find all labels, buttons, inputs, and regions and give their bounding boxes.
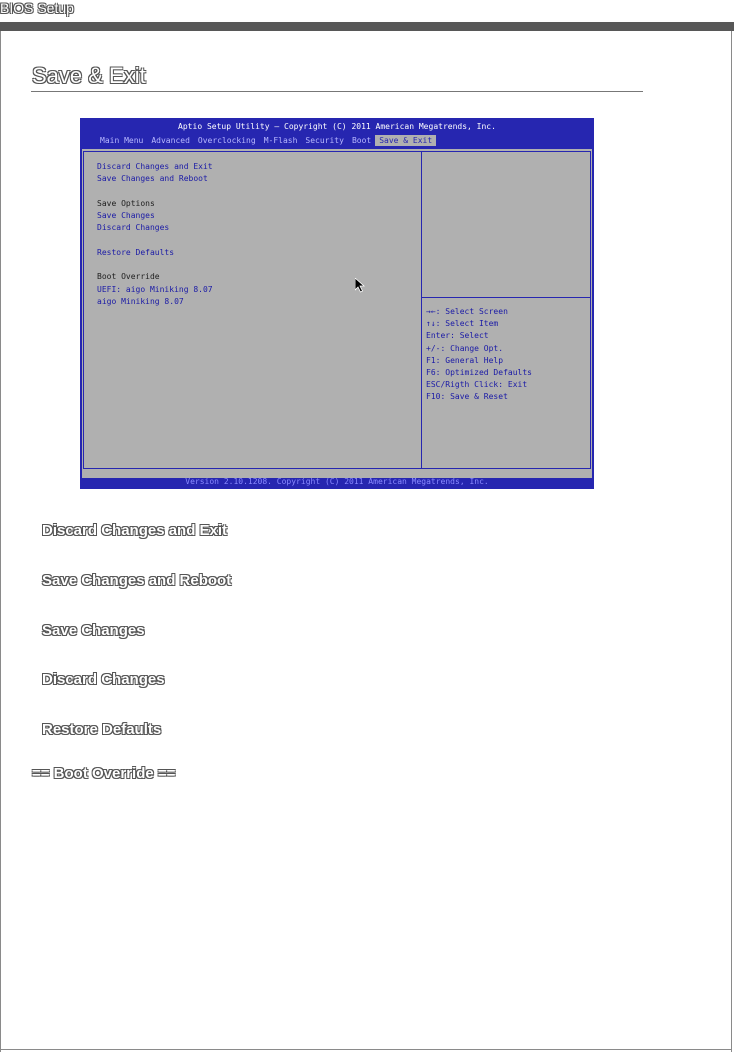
tab-m-flash[interactable]: M-Flash bbox=[263, 136, 298, 145]
bios-panel-divider bbox=[421, 152, 422, 468]
page-border-left bbox=[0, 31, 1, 1052]
menu-item-uefi-boot-device[interactable]: UEFI: aigo Miniking 8.07 bbox=[97, 285, 213, 294]
document-header: BIOS Setup bbox=[0, 0, 74, 16]
help-divider bbox=[422, 297, 590, 298]
menu-group-save-options: Save Options bbox=[97, 199, 155, 208]
help-line: F1: General Help bbox=[426, 356, 504, 365]
menu-item-discard-changes-exit[interactable]: Discard Changes and Exit bbox=[97, 162, 213, 171]
header-bar bbox=[0, 22, 734, 31]
heading-save-changes-reboot: Save Changes and Reboot bbox=[42, 572, 232, 589]
section-title: Save & Exit bbox=[32, 63, 146, 88]
help-line: ↑↓: Select Item bbox=[426, 319, 499, 328]
help-line: Enter: Select bbox=[426, 331, 489, 340]
help-line: +/-: Change Opt. bbox=[426, 344, 504, 353]
help-line: F6: Optimized Defaults bbox=[426, 368, 532, 377]
tab-security[interactable]: Security bbox=[305, 136, 344, 145]
tab-advanced[interactable]: Advanced bbox=[151, 136, 190, 145]
page-border-right bbox=[731, 31, 732, 1052]
menu-group-boot-override: Boot Override bbox=[97, 272, 160, 281]
menu-item-save-changes[interactable]: Save Changes bbox=[97, 211, 155, 220]
bios-title: Aptio Setup Utility – Copyright (C) 2011 American Megatrends, Inc. bbox=[178, 122, 496, 131]
help-line: F10: Save & Reset bbox=[426, 392, 508, 401]
menu-item-boot-device[interactable]: aigo Miniking 8.07 bbox=[97, 297, 184, 306]
menu-item-discard-changes[interactable]: Discard Changes bbox=[97, 223, 170, 232]
tab-save-exit[interactable]: Save & Exit bbox=[375, 135, 436, 146]
tab-boot[interactable]: Boot bbox=[351, 136, 372, 145]
page-border-bottom bbox=[0, 1049, 732, 1050]
heading-discard-changes: Discard Changes bbox=[42, 671, 165, 688]
help-line: ESC/Rigth Click: Exit bbox=[426, 380, 528, 389]
bios-tab-bar bbox=[96, 135, 436, 146]
section-title-rule bbox=[31, 91, 643, 92]
heading-boot-override: == Boot Override == bbox=[32, 765, 176, 782]
menu-item-save-changes-reboot[interactable]: Save Changes and Reboot bbox=[97, 174, 208, 183]
mouse-cursor-icon bbox=[355, 278, 365, 293]
heading-restore-defaults: Restore Defaults bbox=[42, 721, 162, 738]
bios-screenshot bbox=[80, 118, 594, 489]
bios-body bbox=[82, 149, 592, 478]
heading-save-changes: Save Changes bbox=[42, 622, 145, 639]
tab-main-menu[interactable]: Main Menu bbox=[100, 136, 144, 145]
help-line: →←: Select Screen bbox=[426, 307, 508, 316]
heading-discard-changes-exit: Discard Changes and Exit bbox=[42, 522, 228, 539]
tab-overclocking[interactable]: Overclocking bbox=[197, 136, 256, 145]
menu-item-restore-defaults[interactable]: Restore Defaults bbox=[97, 248, 175, 257]
bios-frame bbox=[83, 151, 591, 469]
bios-footer: Version 2.10.1208. Copyright (C) 2011 American Megatrends, Inc. bbox=[185, 477, 489, 486]
